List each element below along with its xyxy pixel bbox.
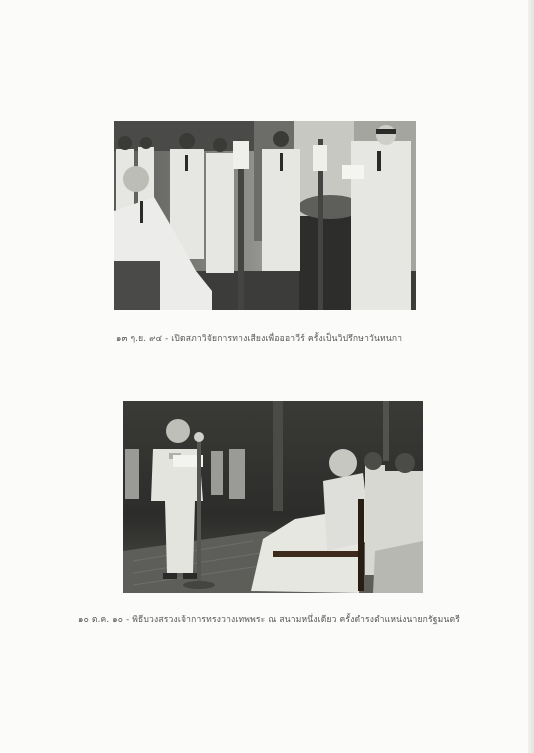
photo-caption-2: ๑๐ ต.ค. ๑๐ - พิธีบวงสรวงเจ้าการทรงวางเทพพระ ณ สนามหนึ่งเดียว ครั้งดำรงตำแหน่งนายกรัฐมนตรี [78,615,460,625]
photo-caption-1: ๑๓ ๆ.ย. ๙๔ - เปิดสภาวิจัยการทางเสียงเพื่อออาวีร์ ครั้งเป็นวิปรึกษาวันทนกา [116,334,403,344]
page-edge [528,0,534,753]
photograph-ceremony-outdoor [123,401,423,593]
photograph-ceremony-speech [114,121,416,310]
